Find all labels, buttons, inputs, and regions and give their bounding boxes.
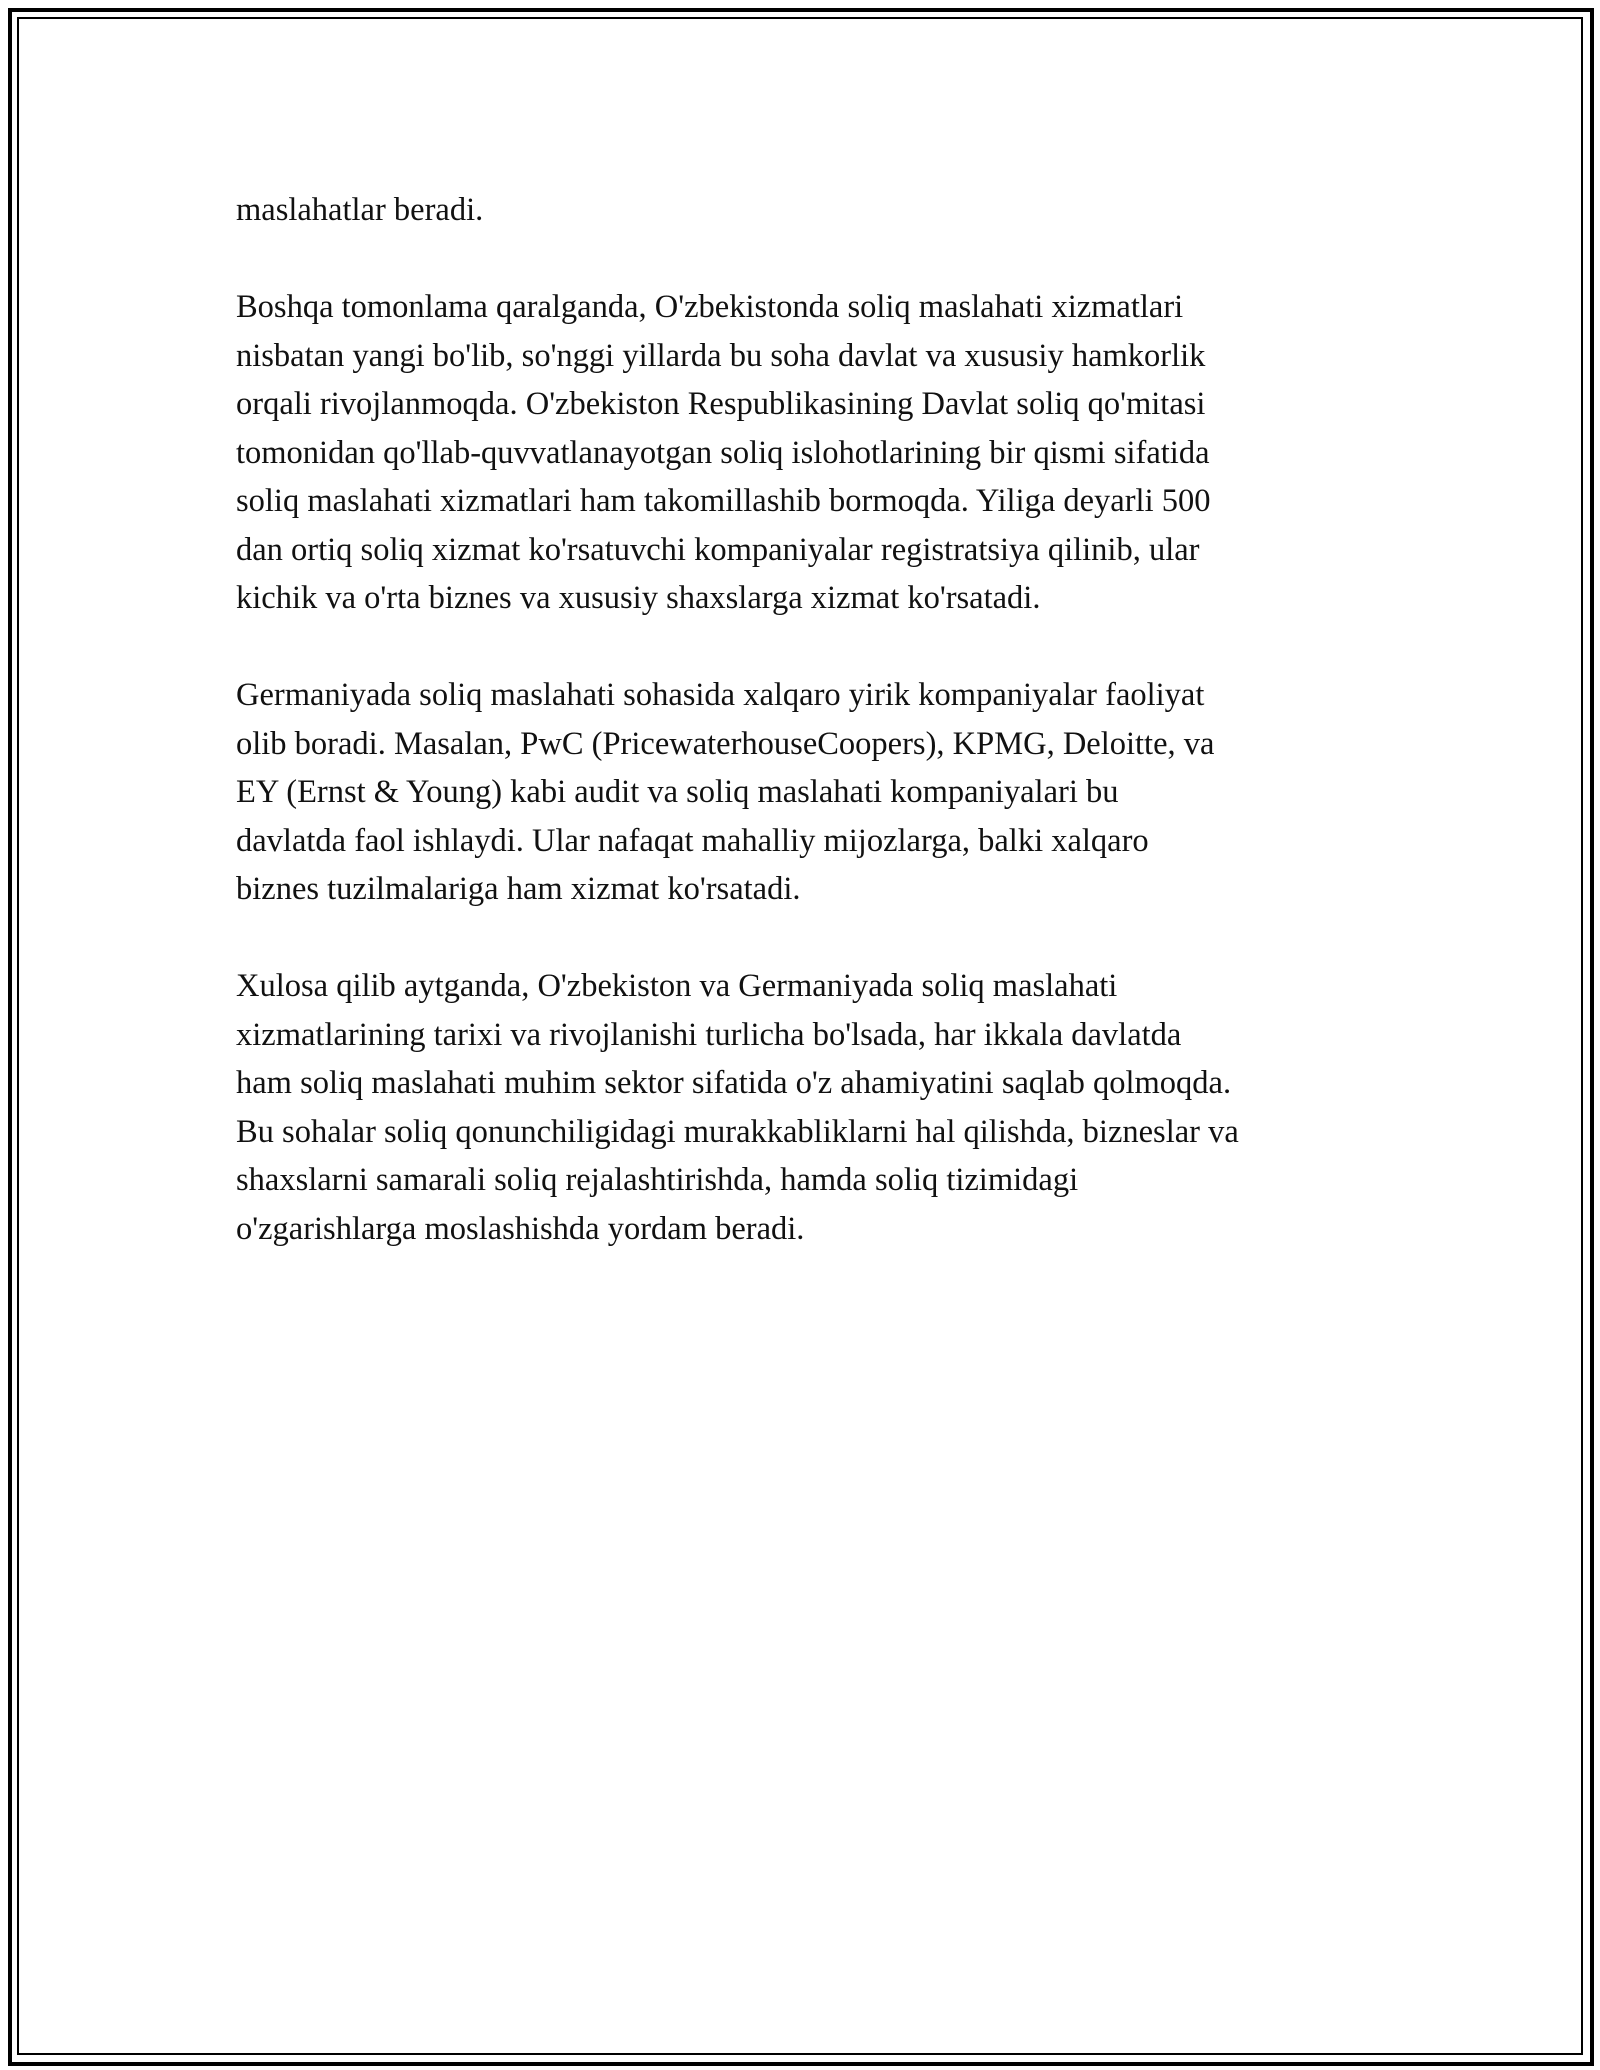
paragraph-4 [236, 962, 1386, 1253]
text-line: tomonidan qo'llab-quvvatlanayotgan soliq islohotlarining bir qismi sifatida [236, 434, 1210, 471]
text-line: biznes tuzilmalariga ham xizmat ko'rsatadi. [236, 871, 801, 907]
text-line: nisbatan yangi bo'lib, so'nggi yillarda bu soha davlat va xususiy hamkorlik [236, 337, 1206, 374]
text-line: dan ortiq soliq xizmat ko'rsatuvchi kompaniyalar registratsiya qilinib, ular [236, 531, 1200, 568]
text-line: xizmatlarining tarixi va rivojlanishi turlicha bo'lsada, har ikkala davlatda [236, 1016, 1182, 1053]
text-line: soliq maslahati xizmatlari ham takomillashib bormoqda. Yiliga deyarli 500 [236, 483, 1211, 519]
text-line: davlatda faol ishlaydi. Ular nafaqat mahalliy mijozlarga, balki xalqaro [236, 822, 1149, 859]
text-line: kichik va o'rta biznes va xususiy shaxslarga xizmat ko'rsatadi. [236, 580, 1041, 616]
text-line: olib boradi. Masalan, PwC (PricewaterhouseCoopers), KPMG, Deloitte, va [236, 725, 1215, 762]
text-line: shaxslarni samarali soliq rejalashtirishda, hamda soliq tizimidagi [236, 1162, 1079, 1198]
text-line: maslahatlar beradi. [236, 192, 484, 228]
text-line: orqali rivojlanmoqda. O'zbekiston Respublikasining Davlat soliq qo'mitasi [236, 386, 1206, 422]
text-line: Germaniyada soliq maslahati sohasida xalqaro yirik kompaniyalar faoliyat [236, 677, 1205, 713]
paragraph-2 [236, 283, 1386, 623]
text-line: ham soliq maslahati muhim sektor sifatida o'z ahamiyatini saqlab qolmoqda. [236, 1065, 1232, 1101]
paragraph-3 [236, 671, 1386, 914]
text-line: Boshqa tomonlama qaralganda, O'zbekistonda soliq maslahati xizmatlari [236, 289, 1184, 325]
paragraph-1 [236, 186, 1386, 235]
text-line: Xulosa qilib aytganda, O'zbekiston va Germaniyada soliq maslahati [236, 968, 1118, 1004]
text-line: o'zgarishlarga moslashishda yordam beradi. [236, 1210, 805, 1247]
document-body [236, 186, 1386, 1302]
text-line: EY (Ernst & Young) kabi audit va soliq maslahati kompaniyalari bu [236, 774, 1119, 810]
text-line: Bu sohalar soliq qonunchiligidagi murakkabliklarni hal qilishda, bizneslar va [236, 1113, 1239, 1150]
